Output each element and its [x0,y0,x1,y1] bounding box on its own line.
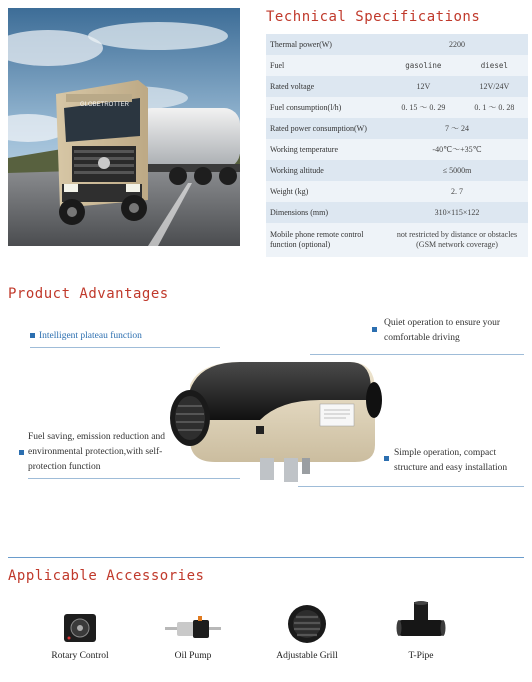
advantage-item [30,329,142,344]
bullet-icon [372,327,377,332]
spec-value: 2. 7 [386,181,528,202]
truck-grille-text: GLOBETROTTER [80,102,130,108]
spec-label: Rated voltage [266,76,386,97]
spec-value: 310×115×122 [386,202,528,223]
table-row [266,118,528,139]
rotary-control-icon [62,612,98,644]
t-pipe-icon [396,600,446,644]
accessory-label: Oil Pump [174,651,212,661]
adjustable-grill-icon [286,604,328,644]
table-row [266,139,528,160]
spec-value: not restricted by distance or obstacles (GSM network coverage) [386,223,528,257]
spec-value: 2200 [386,34,528,55]
advantage-text: Quiet operation to ensure your comfortable driving [384,318,501,343]
specs-title: Technical Specifications [266,9,481,25]
bullet-icon [19,450,24,455]
table-row [266,202,528,223]
advantage-item [394,446,522,476]
table-row [266,223,528,257]
spec-value: 7 ～ 24 [386,118,528,139]
advantages-title: Product Advantages [8,286,169,302]
heater-image [160,340,390,490]
spec-label: Weight (kg) [266,181,386,202]
spec-label: Thermal power(W) [266,34,386,55]
accessories-title: Applicable Accessories [8,568,205,584]
spec-label: Rated power consumption(W) [266,118,386,139]
spec-value: 0. 1 ～ 0. 28 [461,97,528,118]
truck-photo [8,8,240,246]
table-row [266,181,528,202]
accessory-label: Rotary Control [51,651,109,661]
table-row [266,76,528,97]
spec-value: 12V [386,76,461,97]
accessory-label: T-Pipe [408,651,434,661]
advantage-item [384,316,514,346]
spec-value: -40℃～+35℃ [386,139,528,160]
advantage-item [28,430,178,475]
table-row [266,55,528,76]
accessory-label: Adjustable Grill [276,651,338,661]
advantage-text: Intelligent plateau function [39,331,142,341]
advantage-text: Simple operation, compact structure and easy installation [394,448,508,473]
advantage-text: Fuel saving, emission reduction and environmental protection,with self-protection function [28,432,165,472]
spec-label: Dimensions (mm) [266,202,386,223]
bullet-icon [30,333,35,338]
spec-value: ≤ 5000m [386,160,528,181]
spec-label: Fuel [266,55,386,76]
spec-label: Fuel consumption(l/h) [266,97,386,118]
spec-label: Working temperature [266,139,386,160]
spec-value: 0. 15 ～ 0. 29 [386,97,461,118]
spec-value: 12V/24V [461,76,528,97]
section-divider [8,557,524,558]
spec-label: Working altitude [266,160,386,181]
table-row [266,160,528,181]
spec-value: gasoline [386,55,461,76]
spec-value: diesel [461,55,528,76]
spec-table [266,34,528,257]
table-row [266,97,528,118]
spec-label: Mobile phone remote control function (optional) [266,223,386,257]
oil-pump-icon [165,616,221,642]
table-row [266,34,528,55]
